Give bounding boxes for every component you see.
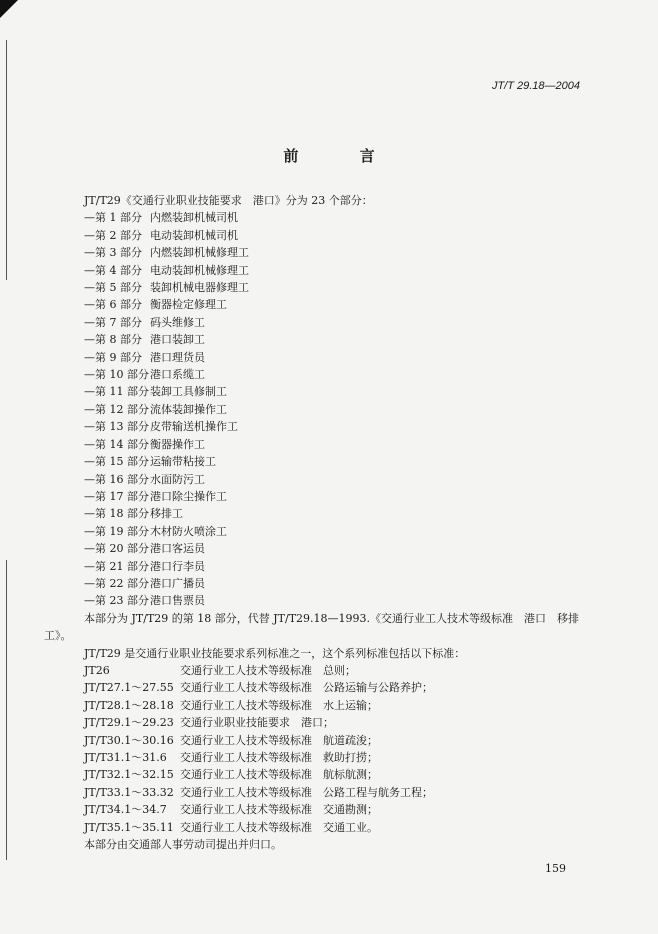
part-number: —第 5 部分	[84, 281, 142, 295]
page-number: 159	[545, 862, 566, 875]
series-item	[64, 679, 584, 696]
part-name: 衡器操作工	[150, 437, 205, 451]
part-number: —第 4 部分	[84, 263, 142, 277]
binding-edge-line	[6, 560, 7, 860]
standard-code: JT/T 29.18—2004	[491, 80, 580, 92]
part-name: 港口除尘操作工	[150, 489, 227, 503]
part-number: —第 6 部分	[84, 298, 142, 312]
part-name: 电动装卸机械司机	[150, 228, 238, 242]
part-item	[64, 209, 584, 226]
part-name: 港口行李员	[150, 559, 205, 573]
series-item	[64, 766, 584, 783]
part-number: —第 7 部分	[84, 315, 142, 329]
part-item	[64, 453, 584, 470]
part-name: 电动装卸机械修理工	[150, 263, 249, 277]
series-desc: 交通行业工人技术等级标准 航道疏浚；	[180, 733, 378, 747]
part-number: —第 17 部分	[84, 489, 149, 503]
series-item	[64, 801, 584, 818]
part-number: —第 23 部分	[84, 594, 149, 608]
series-item	[64, 697, 584, 714]
series-code: JT/T29.1～29.23	[84, 716, 174, 730]
part-number: —第 12 部分	[84, 402, 149, 416]
part-name: 皮带输送机操作工	[150, 420, 238, 434]
part-item	[64, 331, 584, 348]
part-number: —第 13 部分	[84, 420, 149, 434]
series-item	[64, 662, 584, 679]
part-name: 码头维修工	[150, 315, 205, 329]
part-item	[64, 418, 584, 435]
part-item	[64, 366, 584, 383]
document-body	[44, 192, 584, 853]
series-code: JT/T28.1～28.18	[84, 698, 174, 712]
part-number: —第 19 部分	[84, 524, 149, 538]
intro-paragraph: JT/T29《交通行业职业技能要求 港口》分为 23 个部分：	[84, 194, 373, 207]
part-number: —第 21 部分	[84, 559, 149, 573]
part-name: 内燃装卸机械修理工	[150, 246, 249, 260]
part-name: 移排工	[150, 507, 183, 521]
part-item	[64, 314, 584, 331]
part-item	[64, 401, 584, 418]
part-number: —第 20 部分	[84, 542, 149, 556]
part-item	[64, 349, 584, 366]
part-name: 水面防污工	[150, 472, 205, 486]
part-item	[64, 505, 584, 522]
series-code: JT/T32.1～32.15	[84, 768, 174, 782]
part-number: —第 15 部分	[84, 455, 149, 469]
series-desc: 交通行业工人技术等级标准 交通工业。	[180, 820, 378, 834]
series-desc: 交通行业工人技术等级标准 救助打捞；	[180, 751, 378, 764]
part-name: 木材防火喷涂工	[150, 524, 227, 538]
series-code: JT/T35.1～35.11	[84, 820, 174, 834]
part-number: —第 1 部分	[84, 211, 142, 225]
series-item	[64, 819, 584, 836]
part-item	[64, 575, 584, 592]
part-item	[64, 383, 584, 400]
part-name: 港口广播员	[150, 576, 205, 590]
series-code: JT/T33.1～33.32	[84, 785, 174, 799]
part-item	[64, 227, 584, 244]
part-number: —第 3 部分	[84, 246, 142, 260]
corner-crop-mark	[0, 0, 18, 18]
part-number: —第 10 部分	[84, 368, 149, 382]
part-name: 运输带粘接工	[150, 455, 216, 469]
series-desc: 交通行业工人技术等级标准 公路工程与航务工程；	[180, 785, 433, 799]
series-desc: 交通行业工人技术等级标准 交通勘测；	[180, 803, 378, 817]
part-item	[64, 540, 584, 557]
series-code: JT/T31.1～31.6	[84, 751, 167, 764]
series-code: JT/T34.1～34.7	[84, 803, 167, 817]
part-item	[64, 558, 584, 575]
part-number: —第 16 部分	[84, 472, 149, 486]
series-item	[64, 714, 584, 731]
series-code: JT/T27.1～27.55	[84, 681, 174, 695]
part-name: 装卸机械电器修理工	[150, 281, 249, 295]
replace-paragraph: 本部分为 JT/T29 的第 18 部分，代替 JT/T29.18—1993.《交通行业工人技术等级标准 港口 移排	[84, 611, 580, 625]
series-item	[64, 732, 584, 749]
part-item	[64, 592, 584, 609]
series-desc: 交通行业工人技术等级标准 总则；	[180, 663, 356, 677]
part-item	[64, 471, 584, 488]
replace-paragraph-cont: 工》。	[44, 629, 72, 643]
part-name: 衡器检定修理工	[150, 298, 227, 312]
part-name: 港口客运员	[150, 542, 205, 556]
series-desc: 交通行业职业技能要求 港口；	[180, 716, 334, 730]
part-item	[64, 296, 584, 313]
part-number: —第 8 部分	[84, 333, 142, 347]
part-name: 港口售票员	[150, 594, 205, 608]
part-item	[64, 436, 584, 453]
part-item	[64, 244, 584, 261]
part-name: 内燃装卸机械司机	[150, 211, 238, 225]
part-number: —第 2 部分	[84, 228, 142, 242]
part-number: —第 9 部分	[84, 350, 142, 364]
part-number: —第 14 部分	[84, 437, 149, 451]
part-item	[64, 279, 584, 296]
series-code: JT26	[84, 663, 110, 677]
part-name: 港口装卸工	[150, 333, 205, 347]
part-item	[64, 262, 584, 279]
series-list	[64, 662, 584, 836]
part-item	[64, 523, 584, 540]
parts-list	[64, 209, 584, 609]
part-name: 装卸工具修制工	[150, 385, 227, 399]
part-name: 港口理货员	[150, 350, 205, 364]
proposer-paragraph: 本部分由交通部人事劳动司提出并归口。	[84, 838, 282, 852]
part-item	[64, 488, 584, 505]
part-number: —第 18 部分	[84, 507, 149, 521]
part-name: 流体装卸操作工	[150, 402, 227, 416]
series-item	[64, 749, 584, 766]
page-title: 前 言	[283, 147, 403, 165]
series-desc: 交通行业工人技术等级标准 水上运输；	[180, 698, 378, 712]
series-item	[64, 784, 584, 801]
part-number: —第 22 部分	[84, 576, 149, 590]
series-desc: 交通行业工人技术等级标准 公路运输与公路养护；	[180, 681, 433, 695]
series-desc: 交通行业工人技术等级标准 航标航测；	[180, 768, 378, 782]
part-number: —第 11 部分	[84, 385, 149, 399]
series-code: JT/T30.1～30.16	[84, 733, 174, 747]
part-name: 港口系缆工	[150, 368, 205, 382]
series-intro: JT/T29 是交通行业职业技能要求系列标准之一，这个系列标准包括以下标准：	[84, 646, 466, 660]
